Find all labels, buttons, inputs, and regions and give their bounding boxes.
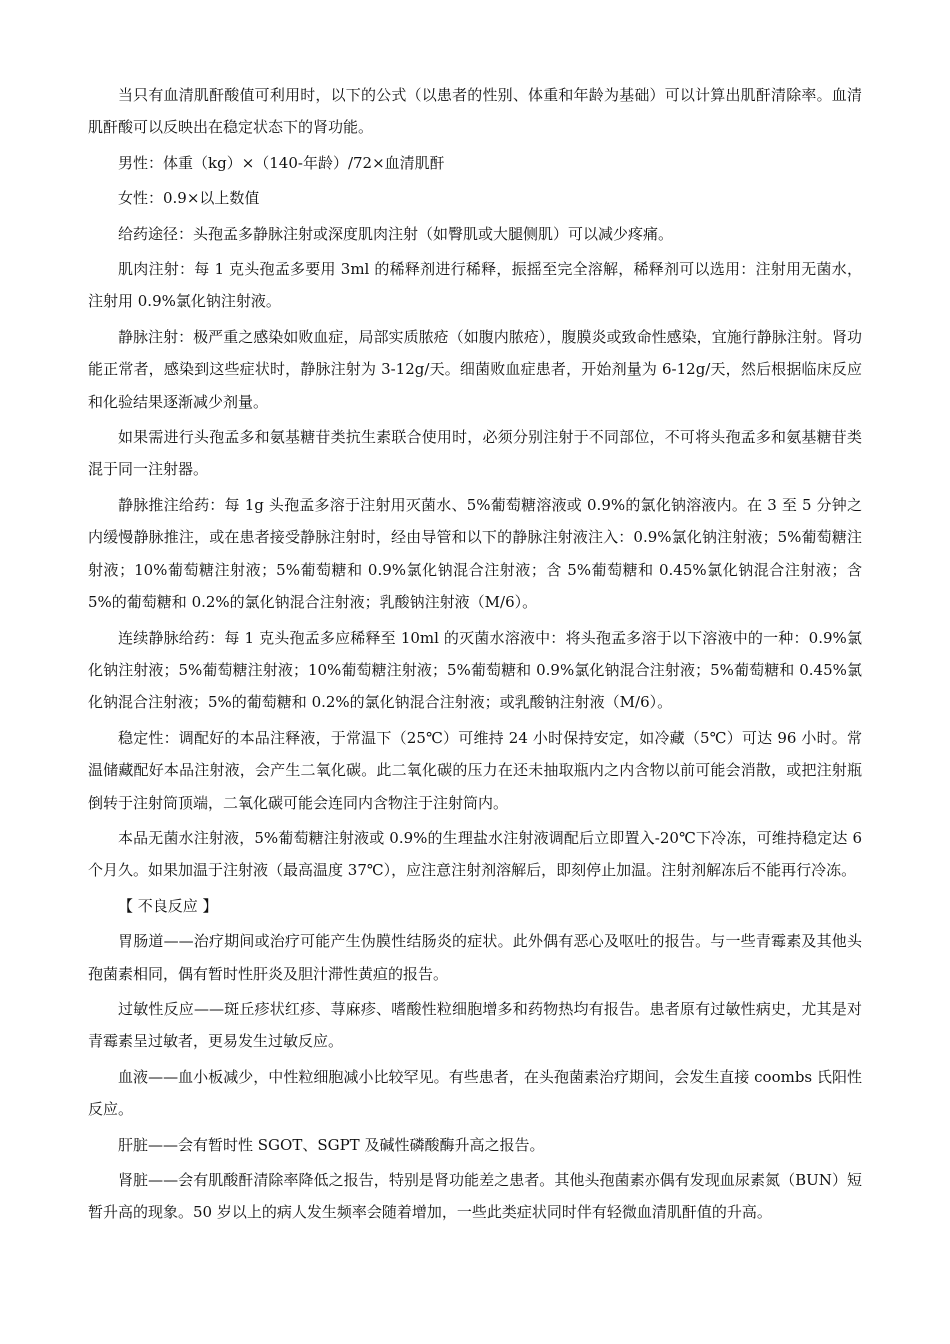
section-heading-adverse-reactions: 【 不良反应 】 [118,896,218,915]
paragraph-liver: 肝脏——会有暂时性 SGOT、SGPT 及碱性磷酸酶升高之报告。 [118,1135,545,1154]
paragraph-gastrointestinal: 胃肠道——治疗期间或治疗可能产生伪膜性结肠炎的症状。此外偶有恶心及呕吐的报告。与一些青霉素及其他头孢菌素相同，偶有暂时性肝炎及胆汁滞性黄疸的报告。 [88,932,862,983]
paragraph-allergic: 过敏性反应——斑丘疹状红疹、荨麻疹、嗜酸性粒细胞增多和药物热均有报告。患者原有过敏性病史，尤其是对青霉素呈过敏者，更易发生过敏反应。 [88,999,862,1051]
paragraph-freezing: 本品无菌水注射液，5%葡萄糖注射液或 0.9%的生理盐水注射液调配后立即置入-20℃下冷冻，可维持稳定达 6 个月久。如果加温于注射液（最高温度 37℃），应注意注射剂溶解后，即刻停止加温。注射剂解冻后不能再行冷冻。 [88,828,862,880]
paragraph-male-formula: 男性：体重（kg）×（140-年龄）/72×血清肌酐 [118,153,445,172]
paragraph-aminoglycoside: 如果需进行头孢孟多和氨基糖苷类抗生素联合使用时，必须分别注射于不同部位，不可将头孢孟多和氨基糖苷类混于同一注射器。 [88,428,862,479]
paragraph-blood: 血液——血小板减少，中性粒细胞减小比较罕见。有些患者，在头孢菌素治疗期间，会发生直接 coombs 氏阳性反应。 [88,1067,862,1119]
paragraph-stability: 稳定性：调配好的本品注释液，于常温下（25℃）可维持 24 小时保持安定，如冷藏（5℃）可达 96 小时。常温储藏配好本品注射液，会产生二氧化碳。此二氧化碳的压力在还未抽取瓶内之内含物以前可能会消散，或把注射瓶倒转于注射筒顶端，二氧化碳可能会连同内含物注于注射筒内。 [88,728,862,812]
paragraph-iv-push: 静脉推注给药：每 1g 头孢孟多溶于注射用灭菌水、5%葡萄糖溶液或 0.9%的氯化钠溶液内。在 3 至 5 分钟之内缓慢静脉推注，或在患者接受静脉注射时，经由导管和以下的静脉注射液注入：0.9%氯化钠注射液；5%葡萄糖注射液；10%葡萄糖注射液；5%葡萄糖和 0.9%氯化钠混合注射液；含 5%葡萄糖和 0.45%氯化钠混合注射液；含 5%的葡萄糖和 0.2%的氯化钠混合注射液；乳酸钠注射液（M/6）。 [88,495,862,612]
paragraph-intravenous: 静脉注射：极严重之感染如败血症，局部实质脓疮（如腹内脓疮），腹膜炎或致命性感染，宜施行静脉注射。肾功能正常者，感染到这些症状时，静脉注射为 3-12g/天。细菌败血症患者，开始剂量为 6-12g/天，然后根据临床反应和化验结果逐渐减少剂量。 [88,327,862,411]
paragraph-kidney: 肾脏——会有肌酸酐清除率降低之报告，特别是肾功能差之患者。其他头孢菌素亦偶有发现血尿素氮（BUN）短暂升高的现象。50 岁以上的病人发生频率会随着增加，一些此类症状同时伴有轻微血清肌酐值的升高。 [88,1171,862,1222]
paragraph-route: 给药途径：头孢孟多静脉注射或深度肌肉注射（如臀肌或大腿侧肌）可以减少疼痛。 [118,224,674,243]
paragraph-continuous-iv: 连续静脉给药：每 1 克头孢孟多应稀释至 10ml 的灭菌水溶液中：将头孢孟多溶于以下溶液中的一种：0.9%氯化钠注射液；5%葡萄糖注射液；10%葡萄糖注射液；5%葡萄糖和 0.9%氯化钠混合注射液；5%葡萄糖和 0.45%氯化钠混合注射液；5%的葡萄糖和 0.2%的氯化钠混合注射液；或乳酸钠注射液（M/6）。 [88,628,862,712]
paragraph-creatinine-clearance: 当只有血清肌酐酸值可利用时，以下的公式（以患者的性别、体重和年龄为基础）可以计算出肌酐清除率。血清肌酐酸可以反映出在稳定状态下的肾功能。 [88,86,862,137]
paragraph-intramuscular: 肌肉注射：每 1 克头孢孟多要用 3ml 的稀释剂进行稀释，振摇至完全溶解，稀释剂可以选用：注射用无菌水，注射用 0.9%氯化钠注射液。 [88,260,862,311]
paragraph-female-formula: 女性：0.9×以上数值 [118,189,260,208]
